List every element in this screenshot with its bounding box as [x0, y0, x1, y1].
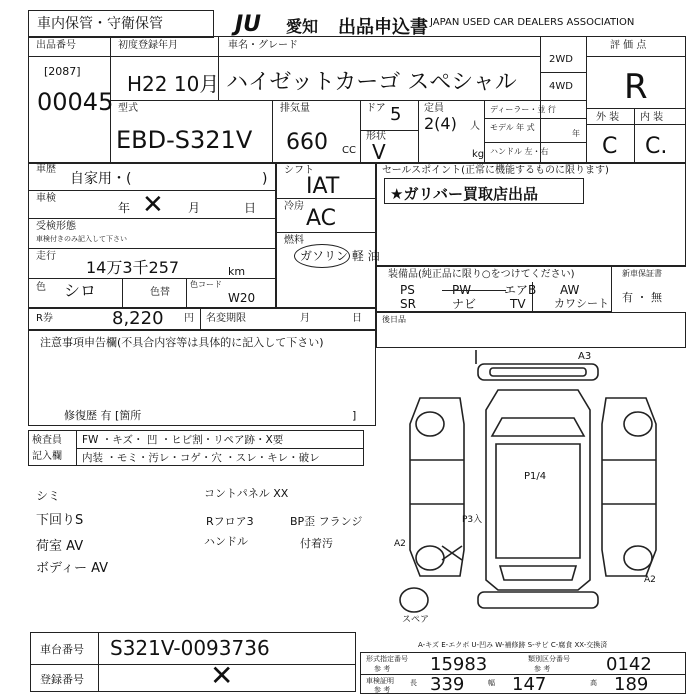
chassis-value: S321V-0093736 [110, 636, 270, 660]
note-dashboard: コントパネル XX [204, 487, 289, 500]
note-attached-dirt: 付着汚 [300, 537, 333, 550]
warranty-options: 有 ・ 無 [622, 291, 662, 304]
mileage-value: 14万3千257 [86, 258, 180, 277]
interior-label: 内 装 [640, 112, 664, 123]
year-label: 年 [118, 201, 131, 215]
post-registration-label: 後日品 [382, 315, 406, 324]
registration-label: 登録番号 [40, 673, 84, 686]
displacement-label: 排気量 [280, 103, 310, 114]
interior-grade: C. [645, 134, 668, 159]
reference-label-3: 参 考 [374, 686, 391, 694]
type-designation-label: 形式指定番号 [366, 655, 408, 663]
doors-value: 5 [390, 104, 402, 125]
color-change-label: 色替 [150, 287, 170, 298]
mark-p1-4: P1/4 [524, 471, 547, 482]
acceptance-label: 受検形態 [36, 221, 76, 232]
shift-label: シフト [284, 165, 314, 176]
storage-note: 車内保管・守衛保管 [37, 16, 163, 32]
spare-label: スペア [402, 615, 430, 625]
drive-4wd: 4WD [549, 81, 573, 92]
width-label: 幅 [488, 679, 495, 687]
fuel-label: 燃料 [284, 235, 304, 246]
name-change-label: 名変期限 [206, 313, 246, 324]
lot-small: [2087] [44, 65, 81, 78]
recycle-value: 8,220 [112, 308, 164, 329]
mark-p3: P3入 [462, 515, 483, 525]
length-label: 長 [410, 679, 417, 687]
model-code-label: 型式 [118, 103, 138, 114]
sales-point-value: ★ガリバー買取店出品 [390, 185, 538, 203]
equip-navi: ナビ [452, 297, 477, 311]
legend: A-キズ E-エクボ U-凹み W-補修跡 S-サビ C-腐食 XX-交換済 [418, 641, 608, 649]
lot-number: 00045 [37, 88, 114, 116]
equip-ps: PS [400, 283, 415, 297]
reference-label-1: 参 考 [374, 665, 391, 673]
height-label: 高 [590, 679, 597, 687]
name-change-month: 月 [300, 313, 310, 324]
doors-label: ドア [366, 103, 386, 114]
equip-pw: PW [452, 283, 472, 297]
note-rear-floor: Rフロア3 [206, 515, 254, 528]
rating-label: 評 価 点 [610, 40, 647, 51]
registration-mark: ✕ [210, 659, 234, 692]
mileage-label: 走行 [36, 251, 56, 262]
person-label: 人 [470, 121, 480, 132]
association-name: JAPAN USED CAR DEALERS ASSOCIATION [430, 17, 635, 28]
inspection-mark: ✕ [142, 190, 164, 220]
day-label: 日 [244, 201, 257, 215]
chassis-label: 車台番号 [40, 643, 84, 656]
region-name: 愛知 [286, 17, 319, 36]
repair-history: 修復歴 有 [箇所 [64, 409, 142, 422]
mark-a2-right: A2 [644, 575, 656, 585]
rating-value: R [624, 67, 648, 107]
notes-title: 注意事項申告欄(不具合内容等は具体的に記入して下さい) [40, 336, 324, 349]
equipment-label: 装備品(純正品に限り○をつけてください) [388, 269, 575, 280]
check-row1: FW ・キズ・ 凹 ・ヒビ割・リペア跡・X要 [82, 434, 284, 446]
inspection-label: 車検 [36, 193, 56, 204]
width-value: 147 [512, 674, 547, 695]
model-code-value: EBD-S321V [116, 126, 253, 154]
history-label: 車歴 [36, 164, 56, 175]
exterior-label: 外 装 [596, 112, 620, 123]
drive-2wd: 2WD [549, 54, 573, 65]
mark-a2-left: A2 [394, 539, 406, 549]
history-value: 自家用・( [70, 171, 132, 187]
ju-logo-text: JU [235, 12, 262, 37]
ju-logo [235, 10, 285, 36]
exterior-grade: C [602, 134, 618, 159]
cooling-value: AC [306, 206, 337, 231]
car-outline-diagram [380, 340, 686, 630]
entry-field-label: 記入欄 [32, 451, 62, 462]
shift-value: IAT [306, 174, 340, 199]
equip-airbag: エアB [504, 283, 537, 297]
displacement-value: 660 [286, 130, 328, 155]
note-body: ボディー AV [36, 561, 109, 576]
note-cargo: 荷室 AV [36, 539, 84, 554]
height-value: 189 [614, 674, 649, 695]
color-label: 色 [36, 282, 46, 293]
length-value: 339 [430, 674, 465, 695]
note-handle: ハンドル [204, 535, 248, 548]
equip-aw: AW [560, 283, 580, 297]
month-label: 月 [188, 201, 201, 215]
note-bp: BP歪 フランジ [290, 515, 363, 528]
category-value: 0142 [606, 654, 652, 675]
model-year-label: モデル 年 式 [490, 123, 535, 132]
car-name-value: ハイゼットカーゴ スペシャル [226, 70, 517, 95]
recycle-frame [28, 308, 376, 330]
storage-note-box [28, 10, 214, 38]
first-reg-label: 初度登録年月 [118, 40, 178, 51]
damage-diagram [380, 340, 686, 630]
fuel-options: ガソリン 軽 油 [300, 249, 380, 263]
inspector-label: 検査員 [32, 435, 62, 446]
warranty-label: 新車保証書 [622, 269, 662, 278]
mark-a3: A3 [578, 351, 592, 362]
capacity-label: 定員 [424, 103, 444, 114]
color-code-value: W20 [228, 291, 256, 305]
recycle-label: R券 [36, 313, 53, 324]
fuel-circle [294, 244, 350, 268]
equip-seat: カワシート [554, 297, 609, 310]
category-label: 類別区分番号 [528, 655, 570, 663]
year-unit: 年 [572, 129, 580, 138]
name-change-day: 日 [352, 313, 362, 324]
km-label: km [228, 265, 246, 278]
car-name-label: 車名・グレード [228, 40, 298, 51]
color-value: シロ [64, 281, 97, 300]
acceptance-note: 車検付きのみ記入して下さい [36, 235, 127, 243]
cooling-label: 冷房 [284, 201, 304, 212]
yen-label: 円 [184, 313, 194, 324]
sales-point-label: セールスポイント(正常に機能するものに限ります) [382, 165, 609, 176]
cc-label: CC [342, 145, 356, 156]
type-designation-value: 15983 [430, 654, 488, 675]
steering-label: ハンドル 左・右 [490, 147, 549, 156]
shape-label: 形状 [366, 131, 386, 142]
reference-label-2: 参 考 [534, 665, 551, 673]
shape-value: V [372, 140, 386, 164]
kg-label: kg [472, 149, 485, 160]
equip-tv: TV [510, 297, 526, 311]
dealer-label: ディーラー・並 行 [490, 105, 556, 114]
capacity-value: 2(4) [424, 114, 457, 133]
first-reg-value: H22 10月 [127, 72, 220, 96]
equip-sr: SR [400, 297, 416, 311]
note-underside: 下回りS [36, 513, 84, 528]
form-title: 出品申込書 [338, 17, 428, 38]
color-code-label: 色コード [190, 280, 222, 289]
lot-label: 出品番号 [36, 40, 76, 51]
vehicle-cert-label: 車検証明 [366, 677, 394, 685]
auction-sheet: 車内保管・守衛保管 JU 愛知 出品申込書 JAPAN USED CAR DEALERS ASSOCIATION 出品番号 [2087] 00045 初度登録年月 車名・グレード H22 10月 ハイゼットカーゴ スペシャル 2WD 4WD 評 価 点 R 外 装 内 装 C C. 型式 EBD-S321V 排気量 660 CC ドア 5 形状 V 定員 2(4) 人 kg ディーラー・並 行 モデル 年 式 年 ハンドル 左・右 車歴 自家用・( ) 車検 年 ✕ 月 日 受検形態 車検付きのみ記入して下さい 走行 14万3千257 km 色 シロ 色替 色コード W20 シフト IAT 冷房 AC 燃料 ガソリン 軽 油 セールスポイント(正常に機能するものに限ります) ★ガリバー買取店出品 装備品(純正品に限り○をつけてください) PS PW エアB AW SR ナビ TV カワシート 新車保証書 有 ・ 無 R券 8,220 円 名変期限 月 日 後日品 注意事項申告欄(不具合内容等は具体的に記入して下さい) 修復歴 有 [箇所 ] 検査員 記入欄 FW ・キズ・ 凹 ・ヒビ割・リペア跡・X要 内装 ・モミ・汚レ・コゲ・穴 ・スレ・キレ・破レ シミ 下回りS 荷室 AV ボディー AV コントパネル XX Rフロア3 BP歪 フランジ ハンドル 付着汚 A3 P1/4 P3入 A2 A2 スペア 車台番号 S321V-0093736 登録番号 ✕ A-キズ E-エクボ U-凹み W-補修跡 S-サビ C-腐食 XX-交換済 形式指定番号 参 考 15983 類別区分番号 参 考 0142 車検証明 参 考 長 339 幅 147 高 189 [0, 0, 700, 700]
pw-strike [442, 290, 506, 291]
note-stain: シミ [36, 489, 61, 503]
check-row2: 内装 ・モミ・汚レ・コゲ・穴 ・スレ・キレ・破レ [82, 452, 320, 464]
